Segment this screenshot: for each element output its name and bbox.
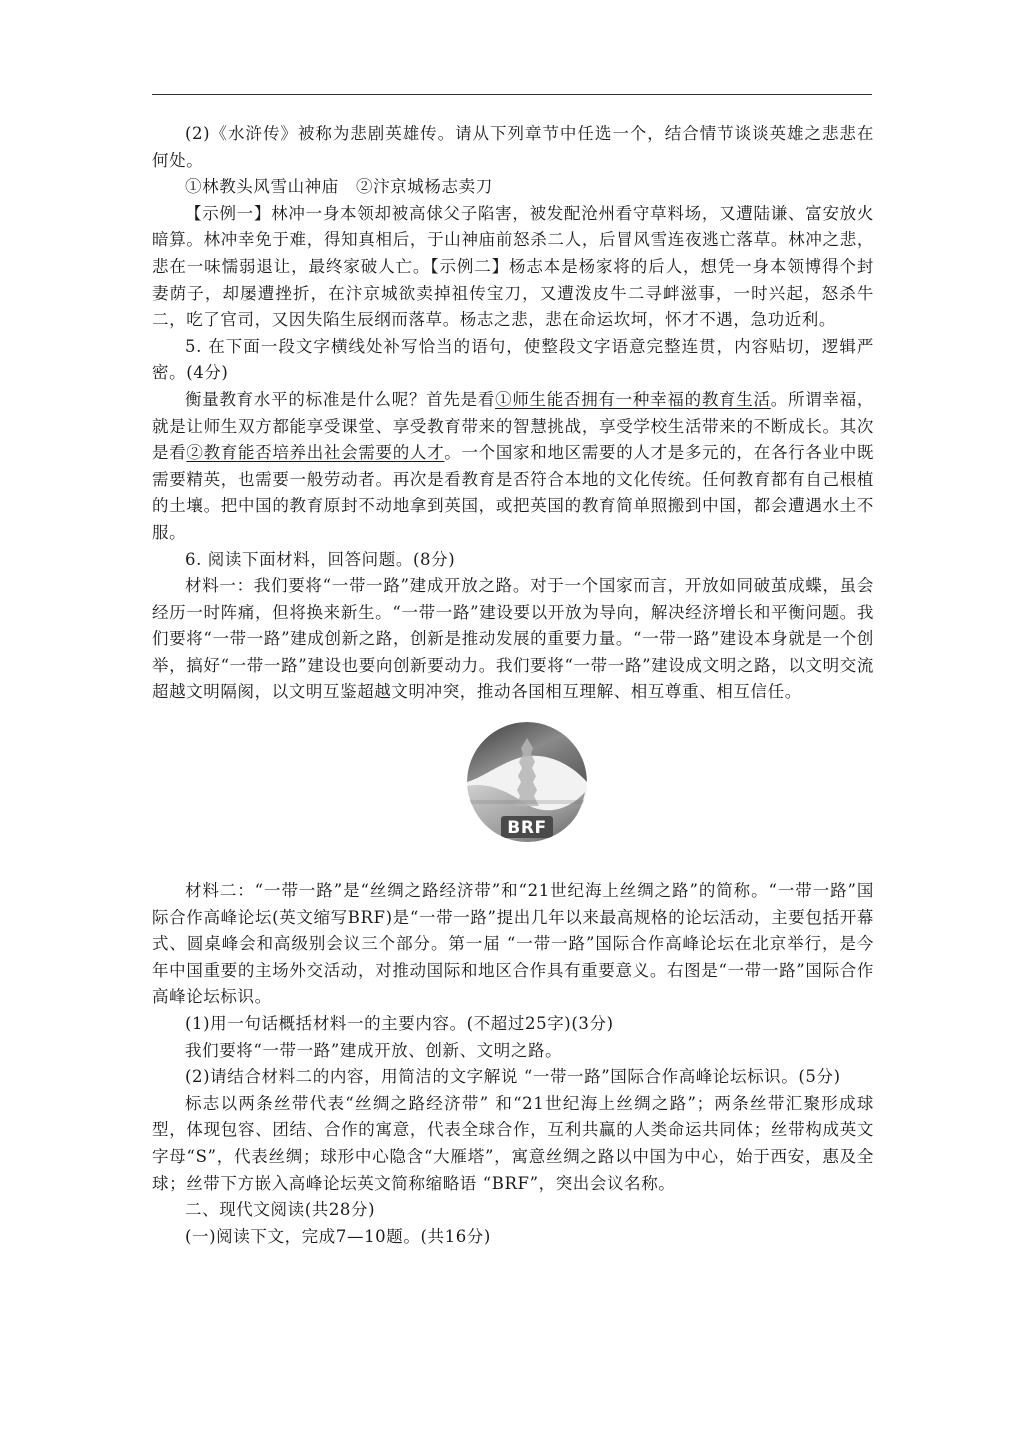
q5-blank-2: ②教育能否培养出社会需要的人才 [186,443,445,463]
q6-sub2-question: (2)请结合材料二的内容，用简洁的文字解说 “一带一路”国际合作高峰论坛标识。(5分) [185,1067,841,1087]
q6-material-2: 材料二：“一带一路”是“丝绸之路经济带”和“21世纪海上丝绸之路”的简称。“一带一路”国际合作高峰论坛(英文缩写BRF)是“一带一路”提出几年以来最高规格的论坛活动，主要包括开幕式、圆桌峰会和高级别会议三个部分。第一届 “一带一路”国际合作高峰论坛在北京举行，是今年中国重要的主场外交活动，对推动国际和地区合作具有重要意义。右图是“一带一路”国际合作高峰论坛标识。 [152,881,874,1007]
brf-logo-icon [465,720,589,844]
q6-material-1: 材料一：我们要将“一带一路”建成开放之路。对于一个国家而言，开放如同破茧成蝶，虽会经历一时阵痛，但将换来新生。“一带一路”建设要以开放为导向，解决经济增长和平衡问题。我们要将“一带一路”建成创新之路，创新是推动发展的重要力量。“一带一路”建设本身就是一个创举，搞好“一带一路”建设也要向创新要动力。我们要将“一带一路”建设成文明之路，以文明交流超越文明隔阂，以文明互鉴超越文明冲突，推动各国相互理解、相互尊重、相互信任。 [152,576,874,702]
header-rule [152,94,872,95]
q5-question: 5. 在下面一段文字横线处补写恰当的语句，使整段文字语意完整连贯，内容贴切，逻辑严密。(4分) [152,336,874,383]
q4-2-options: ①林教头风雪山神庙 ②汴京城杨志卖刀 [185,177,493,197]
q5-text-3: 。一个国家和地区需要的人才是多元的，在各行各业中既需要精英，也需要一般劳动者。再次是看教育是否符合本地的文化传统。任何教育都有自己根植的土壤。把中国的教育原封不动地拿到英国，或把英国的教育简单照搬到中国，都会遭遇水土不服。 [152,443,875,542]
q5-blank-1: ①师生能否拥有一种幸福的教育生活 [495,389,771,409]
q6-sub1-question: (1)用一句话概括材料一的主要内容。(不超过25字)(3分) [185,1014,614,1034]
section-2-title: 二、现代文阅读(共28分) [185,1200,376,1220]
document-body [152,121,874,1250]
section-2-subtitle: (一)阅读下文，完成7—10题。(共16分) [185,1226,491,1246]
q5-text-1: 衡量教育水平的标准是什么呢？首先是看 [185,389,496,409]
q4-2-question: (2)《水浒传》被称为悲剧英雄传。请从下列章节中任选一个，结合情节谈谈英雄之悲悲在何处。 [152,124,874,170]
q5-text-2: 。所谓幸福，就是让师生双方都能享受课堂、享受教育带来的智慧挑战，享受学校生活带来的不断成长。其次是看 [152,389,874,463]
q4-2-answer: 【示例一】林冲一身本领却被高俅父子陷害，被发配沧州看守草料场，又遭陆谦、富安放火暗算。林冲幸免于难，得知真相后，于山神庙前怒杀二人，后冒风雪连夜逃亡落草。林冲之悲，悲在一味懦弱退让，最终家破人亡。【示例二】杨志本是杨家将的后人，想凭一身本领博得个封妻荫子，却屡遭挫折，在汴京城欲卖掉祖传宝刀，又遭泼皮牛二寻衅滋事，一时兴起，怒杀牛二，吃了官司，又因失陷生辰纲而落草。杨志之悲，悲在命运坎坷，怀才不遇，急功近利。 [152,203,874,330]
q6-question: 6. 阅读下面材料，回答问题。(8分) [185,549,456,569]
brf-logo-area [152,720,874,868]
brf-logo-text: BRF [507,818,547,839]
q6-sub2-answer: 标志以两条丝带代表“丝绸之路经济带” 和“21世纪海上丝绸之路”；两条丝带汇聚形成球型，体现包容、团结、合作的寓意，代表全球合作，互利共赢的人类命运共同体；丝带构成英文字母“S”，代表丝绸；球形中心隐含“大雁塔”，寓意丝绸之路以中国为中心，始于西安，惠及全球；丝带下方嵌入高峰论坛英文简称缩略语 “BRF”，突出会议名称。 [152,1093,874,1193]
q6-sub1-answer: 我们要将“一带一路”建成开放、创新、文明之路。 [185,1040,563,1060]
q5-passage [152,387,874,547]
